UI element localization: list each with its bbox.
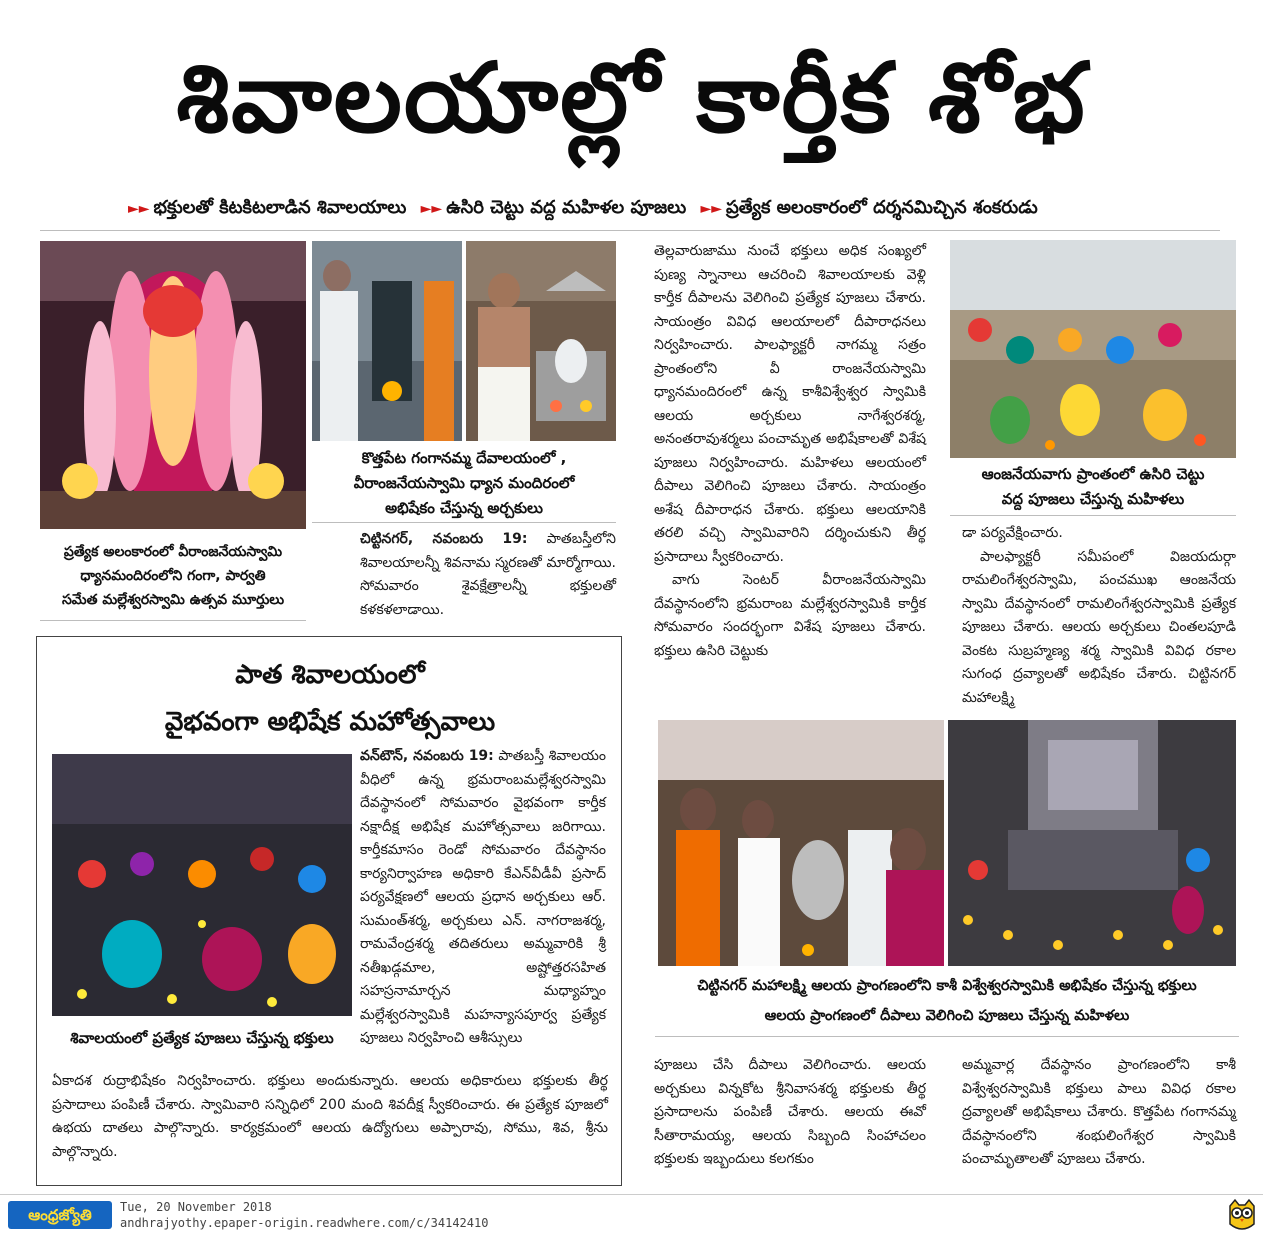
owl-icon[interactable] xyxy=(1226,1198,1258,1232)
paragraph: అమ్మవార్ల దేవస్థానం ప్రాంగణంలోని కాశీ విశ్వేశ్వరస్వామికి భక్తులు పాలు వివిధ రకాల ద్రవ్యాలతో అభిషేకాలు చేశారు. కొత్తపేట గంగానమ్మ దేవస్థానంలోని శంభులింగేశ్వర స్వామికి పంచామృతాలతో పూజలు చేశారు. xyxy=(962,1057,1236,1167)
arrow-icon: ►► xyxy=(128,201,150,217)
subhead-3: ప్రత్యేక అలంకారంలో దర్శనమిచ్చిన శంకరుడు xyxy=(726,197,1038,218)
headline: శివాలయాల్లో కార్తీక శోభ xyxy=(176,42,1087,154)
andhrajyothy-logo: ఆంధ్రజ్యోతి xyxy=(8,1201,112,1229)
box-side-text xyxy=(360,745,606,1051)
box-headline-2: వైభవంగా అభిషేక మహోత్సవాలు xyxy=(164,707,496,737)
divider xyxy=(312,522,616,523)
paragraph: తెల్లవారుజాము నుంచే భక్తులు అధిక సంఖ్యలో పుణ్య స్నానాలు ఆచరించి శివాలయాలకు వెళ్లి కార్తీక దీపాలను వెలిగించి ప్రత్యేక పూజలు చేశారు. సాయంత్రం వివిధ ఆలయాలలో దీపారాధనలు నిర్వహించారు. పాలఫ్యాక్టరీ నాగమ్మ సత్రం ప్రాంతంలోని వీ రాంజనేయస్వామి ధ్యానమందిరంలో ఉన్న కాశీవిశ్వేశ్వర స్వామికి ఆలయ అర్చకులు నాగేశ్వరశర్మ, అనంతరావుశర్మలు పంచామృత అభిషేకాలతో విశేష పూజలు నిర్వహించారు. మహిళలు ఆలయంలో దీపాలు వెలిగించి పూజలు చేశారు. సాయంత్రం అశేష దీపారాధన చేశారు. భక్తులు ఆలయానికి తరలి వచ్చి స్వామివారిని దర్శించుకుని తీర్థ ప్రసాదాలు స్వీకరించారు. xyxy=(654,243,926,565)
photo-kottapeta-right xyxy=(466,241,616,441)
column-bottom-3 xyxy=(962,1054,1236,1172)
paragraph: పాలఫ్యాక్టరీ సమీపంలో విజయదుర్గా రామలింగేశ్వరస్వామి, పంచముఖ ఆంజనేయ స్వామి దేవస్థానంలో రామలింగేశ్వరస్వామికి ప్రత్యేక పూజలు చేశారు. ఆలయ అర్చకులు చింతలపూడి వెంకట సుబ్రహ్మణ్య శర్మ స్వామికి వివిధ రకాల సుగంధ ద్రవ్యాలతో అభిషేకం చేశారు. చిట్టినగర్ మహాలక్ష్మి xyxy=(962,548,1236,706)
photo-deity xyxy=(40,241,306,529)
arrow-icon: ►► xyxy=(420,201,443,217)
column-bottom-2 xyxy=(654,1054,926,1172)
photo-lamps xyxy=(948,720,1236,966)
paragraph: పూజలు చేసి దీపాలు వెలిగించారు. ఆలయ అర్చకులు విన్నకోట శ్రీనివాసశర్మ భక్తులకు తీర్థ ప్రసాదాలను పంపిణీ చేశారు. ఆలయ ఈవో సీతారామయ్య, ఆలయ సిబ్బంది సింహాచలం భక్తులకు ఇబ్బందులు కలగకుం xyxy=(654,1057,926,1167)
dateline: చిట్టినగర్, నవంబరు 19: xyxy=(360,531,528,547)
dateline: వన్‌టౌన్, నవంబరు 19: xyxy=(360,748,494,764)
divider xyxy=(950,515,1236,516)
footer-info xyxy=(120,1199,488,1231)
article-text: పాతబస్తీలోని శివాలయాలన్నీ శివనామ స్మరణతో మార్మోగాయి. సోమవారం శైవక్షేత్రాలన్నీ భక్తులతో కళకళలాడాయి. xyxy=(360,531,616,618)
article-1 xyxy=(360,528,616,622)
column-2 xyxy=(654,240,926,663)
caption-women xyxy=(950,462,1236,512)
footer-url[interactable]: andhrajyothy.epaper-origin.readwhere.com/c/34142410 xyxy=(120,1216,489,1230)
caption-line: కొత్తపేట గంగానమ్మ దేవాలయంలో , xyxy=(361,449,567,467)
caption-line: అభిషేకం చేస్తున్న అర్చకులు xyxy=(385,499,543,517)
footer-date: Tue, 20 November 2018 xyxy=(120,1200,272,1214)
caption-chittinagar: చిట్టినగర్ మహాలక్ష్మి ఆలయ ప్రాంగణంలోని కాశీ విశ్వేశ్వరస్వామికి అభిషేకం చేస్తున్న భక్తులు xyxy=(697,978,1197,994)
article-text: పాతబస్తీ శివాలయం వీధిలో ఉన్న భ్రమరాంబమల్లేశ్వరస్వామి దేవస్థానంలో సోమవారం వైభవంగా కార్తీక నక్షాదీక్ష అభిషేక మహోత్సవాలు జరిగాయి. కార్తీకమాసం రెండో సోమవారం దేవస్థానం కార్యనిర్వాహణ అధికారి కేఎన్‌వీడీవీ ప్రసాద్ పర్యవేక్షణలో ఆలయ ప్రధాన అర్చకులు ఆర్. సుమంత్‌శర్మ, అర్చకులు ఎన్. నాగరాజశర్మ, రామవేంద్రశర్మ తదితరులు అమ్మవారికి శ్రీ నతీఖడ్గమాల, అష్టోత్తరసహిత సహస్రనామార్చన మధ్యాహ్నం మల్లేశ్వరస్వామికి మహన్యాసపూర్వ ప్రత్యేక పూజలు నిర్వహించి ఆశీస్సులు xyxy=(360,748,607,1046)
photo-shivalayam xyxy=(52,754,352,1016)
subhead-1: భక్తులతో కిటకిటలాడిన శివాలయాలు xyxy=(153,197,407,218)
paragraph: వాగు సెంటర్ వీరాంజనేయస్వామి దేవస్థానంలోని భ్రమరాంబ మల్లేశ్వరస్వామికి కార్తీక సోమవారం సందర్భంగా విశేష పూజలు చేశారు. భక్తులు ఉసిరి చెట్టుకు xyxy=(654,572,926,659)
arrow-icon: ►► xyxy=(700,201,722,217)
caption-lamps: ఆలయ ప్రాంగణంలో దీపాలు వెలిగించి పూజలు చేస్తున్న మహిళలు xyxy=(764,1008,1130,1024)
caption-kottapeta xyxy=(312,446,616,521)
caption-line: సమేత మల్లేశ్వరస్వామి ఉత్సవ మూర్తులు xyxy=(61,592,285,608)
divider xyxy=(40,620,306,621)
divider xyxy=(655,1036,1239,1037)
subhead-2: ఉసిరి చెట్టు వద్ద మహిళల పూజలు xyxy=(446,197,687,218)
photo-women-tree xyxy=(950,240,1236,458)
photo-kottapeta-left xyxy=(312,241,462,441)
caption-line: ఆంజనేయవాగు ప్రాంతంలో ఉసిరి చెట్టు xyxy=(981,465,1205,483)
subheads-row xyxy=(120,194,1180,223)
box-headline-1: పాత శివాలయంలో xyxy=(235,660,425,690)
caption-deity xyxy=(40,540,306,612)
caption-line: వీరాంజనేయస్వామి ధ్యాన మందిరంలో xyxy=(353,474,575,492)
caption-line: ధ్యానమందిరంలోని గంగా, పార్వతి xyxy=(80,568,266,584)
caption-shivalayam: శివాలయంలో ప్రత్యేక పూజలు చేస్తున్న భక్తులు xyxy=(70,1029,334,1047)
box-bottom-text xyxy=(52,1070,608,1164)
divider xyxy=(40,230,1220,231)
paragraph: డా పర్యవేక్షించారు. xyxy=(962,525,1063,541)
column-3 xyxy=(962,522,1236,710)
caption-line: ప్రత్యేక అలంకారంలో వీరాంజనేయస్వామి xyxy=(63,544,283,560)
caption-line: వద్ద పూజలు చేస్తున్న మహిళలు xyxy=(1001,490,1185,508)
paragraph: ఏకాదశ రుద్రాభిషేకం నిర్వహించారు. భక్తులు అందుకున్నారు. ఆలయ అధికారులు భక్తులకు తీర్థ ప్రసాదాలు పంపిణీ చేశారు. స్వామివారి సన్నిధిలో 200 మంది శివదీక్ష స్వీకరించారు. ఈ ప్రత్యేక పూజలో ఉభయ దాతలు పాల్గొన్నారు. కార్యక్రమంలో ఆలయ ఉద్యోగులు అప్పారావు, సోము, శివ, శ్రీను పాల్గొన్నారు. xyxy=(52,1073,608,1160)
photo-chittinagar xyxy=(658,720,944,966)
